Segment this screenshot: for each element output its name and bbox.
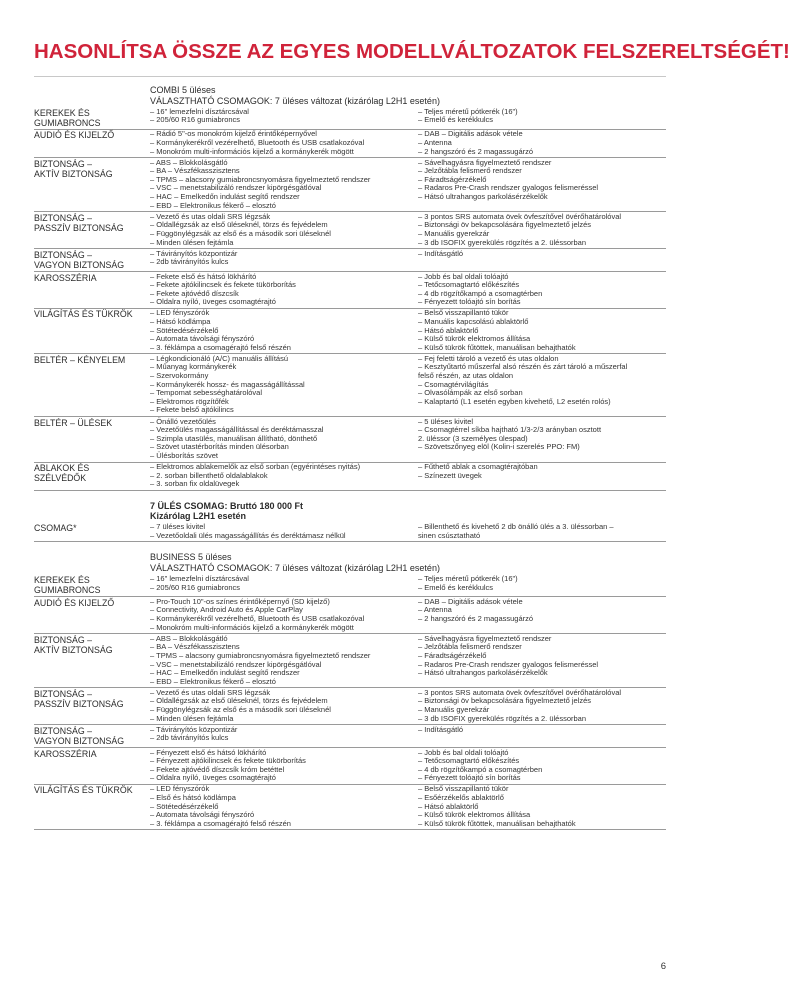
feature-item: – Szimpla utasülés, manuálisan állítható, dönthető (150, 433, 318, 443)
page-title: HASONLÍTSA ÖSSZE AZ EGYES MODELLVÁLTOZATOK FELSZERELTSÉGÉT! (34, 40, 790, 63)
feature-item: – Radaros Pre-Crash rendszer gyalogos felismeréssel (418, 659, 599, 669)
feature-item: – 3 pontos SRS automata övek övfeszítővel övérőhatárolóval (418, 687, 622, 697)
right-feature-list (418, 635, 666, 687)
feature-item: – 4 db rögzítőkampó a csomagtérben (418, 288, 543, 298)
feature-item: – BA – Vészfékasszisztens (150, 642, 240, 652)
left-feature-list (150, 523, 418, 540)
feature-item: – Elektromos ablakemelők az első sorban (egyérintéses nyitás) (150, 462, 361, 471)
feature-item: – Tetőcsomagtartó előkészítés (418, 756, 520, 766)
feature-item: – Pro-Touch 10"-os színes érintőképernyő (SD kijelző) (150, 596, 330, 606)
section-heading-subtitle: Kizárólag L2H1 esetén (150, 511, 247, 522)
feature-item: – Sávelhagyásra figyelmeztető rendszer (418, 633, 552, 643)
right-feature-list (418, 130, 666, 156)
feature-item: – Függönylégzsák az első és a második sori üléseknél (150, 228, 331, 238)
left-feature-list (150, 213, 418, 247)
feature-item: – Vezető és utas oldali SRS légzsák (150, 687, 271, 697)
feature-item: – Billenthető és kivehető 2 db önálló ülés a 3. üléssorban – sinen csúsztatható (418, 522, 614, 540)
feature-item: – Fej feletti tároló a vezető és utas oldalon (418, 353, 559, 363)
feature-item: – Távirányítós központizár (150, 724, 238, 734)
feature-item: – Függönylégzsák az első és a második sori üléseknél (150, 705, 331, 714)
feature-item: – Olvasólámpák az első sorban (418, 388, 523, 398)
right-feature-list (418, 785, 666, 828)
right-feature-list (418, 273, 666, 307)
feature-item: – Fekete ajtóvédő díszcsík (150, 288, 239, 298)
feature-item: – 205/60 R16 gumiabroncs (150, 582, 241, 592)
feature-item: – Oldalra nyíló, üveges csomagtérajtó (150, 773, 276, 783)
right-feature-list (418, 598, 666, 632)
feature-item: – Fekete ajtókilincsek és fekete tükörborítás (150, 280, 296, 290)
left-feature-list (150, 749, 418, 783)
feature-item: – 3. féklámpa a csomagérajtó felső részén (150, 342, 291, 352)
section-heading-title: 7 ÜLÉS CSOMAG: Bruttó 180 000 Ft (150, 500, 304, 511)
feature-item: – 4 db rögzítőkampó a csomagtérben (418, 764, 543, 774)
feature-item: – Monokróm multi-információs kijelző a kormánykerék mögött (150, 146, 354, 156)
feature-row (34, 725, 666, 748)
feature-row (34, 354, 666, 417)
feature-item: – Kalaptartó (L1 esetén egyben kivehető, L2 esetén rolós) (418, 396, 611, 406)
feature-item: – Sötétedésérzékelő (150, 325, 219, 335)
left-feature-list (150, 418, 418, 461)
feature-item: – 16" lemezfelni dísztárcsával (150, 106, 249, 116)
section-gap (34, 491, 666, 501)
feature-category: AUDIÓ ÉS KIJELZŐ (34, 597, 115, 608)
feature-item: – Fáradtságérzékelő (418, 174, 487, 184)
feature-item: – Kormánykerékről vezérelhető, Bluetooth és USB csatlakozóval (150, 614, 365, 624)
feature-item: – Szövet utastérborítás minden ülésorban (150, 442, 289, 452)
feature-category: ABLAKOK ÉS SZÉLVÉDŐK (34, 463, 90, 484)
feature-row (34, 158, 666, 212)
feature-item: – Hátsó ablaktörlő (418, 801, 479, 811)
feature-item: – Radaros Pre-Crash rendszer gyalogos felismeréssel (418, 183, 599, 193)
feature-item: – Connectivity, Android Auto és Apple CarPlay (150, 605, 303, 615)
feature-item: – Manuális gyerekzár (418, 228, 490, 238)
feature-item: – 16" lemezfelni dísztárcsával (150, 573, 249, 583)
feature-item: – Szervokormány (150, 371, 209, 381)
feature-item: – Fényezett első és hátsó lökhárító (150, 747, 267, 757)
left-feature-list (150, 273, 418, 307)
feature-item: – Antenna (418, 605, 452, 615)
feature-item: – Oldallégzsák az első üléseknél, törzs és fejvédelem (150, 220, 328, 230)
left-feature-list (150, 108, 418, 128)
feature-item: – Ülésborítás szövet (150, 450, 218, 460)
feature-category: KEREKEK ÉS GUMIABRONCS (34, 574, 101, 596)
left-feature-list (150, 463, 418, 489)
feature-category: KEREKEK ÉS GUMIABRONCS (34, 107, 101, 128)
feature-item: – Indításgátló (418, 248, 464, 258)
feature-item: – HAC – Emelkedőn indulást segítő rendszer (150, 668, 300, 678)
feature-row (34, 130, 666, 158)
feature-category: KAROSSZÉRIA (34, 272, 97, 283)
feature-row (34, 463, 666, 491)
feature-item: – ABS – Blokkolásgátló (150, 633, 228, 643)
feature-row (34, 272, 666, 309)
page-number: 6 (660, 961, 666, 972)
feature-category: CSOMAG* (34, 523, 77, 534)
left-feature-list (150, 130, 418, 156)
feature-item: – TPMS – alacsony gumiabroncsnyomásra figyelmeztető rendszer (150, 174, 371, 184)
feature-item: – Biztonsági öv bekapcsolására figyelmeztető jelzés (418, 696, 592, 706)
left-feature-list (150, 309, 418, 352)
left-feature-list (150, 250, 418, 270)
feature-item: – Színezett üvegek (418, 470, 482, 480)
right-feature-list (418, 749, 666, 783)
left-feature-list (150, 355, 418, 415)
feature-item: – Automata távolsági fényszóró (150, 810, 255, 820)
feature-row (34, 748, 666, 785)
feature-item: – LED fényszórók (150, 784, 210, 794)
section-heading (34, 501, 666, 522)
feature-item: – EBD – Elektronikus fékerő – elosztó (150, 200, 276, 210)
feature-item: – DAB – Digitális adások vétele (418, 596, 523, 606)
feature-item: – Jelzőtábla felismerő rendszer (418, 166, 522, 176)
feature-item: – Sötétedésérzékelő (150, 801, 219, 811)
feature-item: – 3 db ISOFIX gyerekülés rögzítés a 2. üléssorban (418, 713, 587, 723)
feature-item: – Sávelhagyásra figyelmeztető rendszer (418, 157, 552, 167)
feature-item: – Csomagtérvilágítás (418, 379, 489, 389)
feature-category: BIZTONSÁG – PASSZÍV BIZTONSÁG (34, 688, 124, 710)
feature-item: – 2. sorban billenthető oldalablakok (150, 470, 268, 480)
feature-row (34, 597, 666, 634)
feature-item: – Fáradtságérzékelő (418, 650, 487, 660)
feature-item: – Légkondicionáló (A/C) manuális állítású (150, 353, 288, 363)
feature-item: – Fényezett ajtókilincsek és fekete tükörborítás (150, 756, 306, 766)
feature-row (34, 523, 666, 543)
feature-item: – Vezetőülés magasságállítással és deréktámasszal (150, 425, 324, 435)
left-feature-list (150, 689, 418, 723)
feature-category: VILÁGÍTÁS ÉS TÜKRÖK (34, 785, 133, 796)
left-feature-list (150, 575, 418, 595)
feature-item: – Belső visszapillantó tükör (418, 784, 509, 794)
right-feature-list (418, 418, 666, 461)
feature-item: – EBD – Elektronikus fékerő – elosztó (150, 676, 276, 686)
feature-item: – Minden ülésen fejtámla (150, 237, 234, 247)
feature-row (34, 417, 666, 462)
feature-row (34, 212, 666, 249)
feature-item: – HAC – Emelkedőn indulást segítő rendszer (150, 192, 300, 202)
feature-item: – 7 üléses kivitel (150, 522, 206, 532)
feature-item: – Rádió 5"-os monokróm kijelző érintőképernyővel (150, 129, 317, 139)
left-feature-list (150, 726, 418, 746)
feature-item: – Hátsó ködlámpa (150, 317, 211, 326)
feature-item: – Tempomat sebességhatárolóval (150, 388, 263, 398)
right-feature-list (418, 355, 666, 415)
feature-item: – Kesztyűtartó műszerfal alsó részén és zárt tároló a műszerfal felső részén, az utas oldalon (418, 362, 628, 381)
right-feature-list (418, 689, 666, 723)
right-feature-list (418, 726, 666, 746)
feature-item: – Emelő és kerékkulcs (418, 115, 494, 125)
right-feature-list (418, 213, 666, 247)
left-feature-list (150, 598, 418, 632)
feature-item: – Vezetőoldali ülés magasságállítás és deréktámasz nélkül (150, 530, 346, 540)
feature-item: – Hátsó ultrahangos parkolásérzékelők (418, 668, 548, 678)
feature-item: – 2db távirányítós kulcs (150, 257, 229, 267)
feature-item: – Indításgátló (418, 724, 464, 734)
left-feature-list (150, 635, 418, 687)
feature-category: BIZTONSÁG – VAGYON BIZTONSÁG (34, 725, 125, 746)
feature-item: – 2 hangszóró és 2 magassugárzó (418, 614, 534, 624)
feature-row (34, 634, 666, 688)
feature-item: – Jelzőtábla felismerő rendszer (418, 642, 522, 652)
feature-item: – Kormánykerék hossz- és magasságállítással (150, 379, 305, 389)
feature-item: – Szövetszőnyeg elöl (Kolin-i szerelés PPO: FM) (418, 442, 580, 452)
comparison-content (34, 85, 666, 830)
feature-item: – Első és hátsó ködlámpa (150, 793, 236, 803)
feature-category: BELTÉR – KÉNYELEM (34, 354, 126, 365)
feature-item: – Belső visszapillantó tükör (418, 308, 509, 318)
feature-row (34, 688, 666, 725)
feature-item: – Hátsó ultrahangos parkolásérzékelők (418, 192, 548, 202)
feature-item: – 3 db ISOFIX gyerekülés rögzítés a 2. üléssorban (418, 237, 587, 247)
feature-item: – Fekete ajtóvédő díszcsík króm betéttel (150, 764, 285, 774)
feature-category: BIZTONSÁG – VAGYON BIZTONSÁG (34, 249, 125, 270)
section-heading-title: COMBI 5 üléses (150, 85, 216, 95)
feature-row (34, 574, 666, 597)
right-feature-list (418, 523, 666, 540)
feature-item: – Monokróm multi-információs kijelző a kormánykerék mögött (150, 622, 354, 632)
feature-row (34, 249, 666, 272)
feature-item: – Automata távolsági fényszóró (150, 334, 255, 344)
feature-item: – 3. sorban fix oldalüvegek (150, 479, 240, 489)
feature-item: – 2db távirányítós kulcs (150, 733, 229, 743)
feature-item: – Oldalra nyíló, üveges csomagtérajtó (150, 297, 276, 307)
feature-item: – 3 pontos SRS automata övek övfeszítővel övérőhatárolóval (418, 211, 622, 221)
section-heading-subtitle: VÁLASZTHATÓ CSOMAGOK: 7 üléses változat (kizárólag L2H1 esetén) (150, 95, 440, 106)
feature-category: BELTÉR – ÜLÉSEK (34, 417, 113, 428)
feature-item: – Minden ülésen fejtámla (150, 713, 234, 723)
feature-item: – Fényezett tolóajtó sín borítás (418, 773, 521, 783)
feature-item: – Manuális gyerekzár (418, 705, 490, 714)
feature-item: – VSC – menetstabilizáló rendszer kipörgésgátlóval (150, 183, 322, 193)
right-feature-list (418, 575, 666, 595)
feature-item: – Távirányítós központizár (150, 248, 238, 258)
right-feature-list (418, 108, 666, 128)
feature-category: AUDIÓ ÉS KIJELZŐ (34, 130, 115, 141)
feature-item: – Kormánykerékről vezérelhető, Bluetooth és USB csatlakozóval (150, 138, 365, 147)
feature-item: – Tetőcsomagtartó előkészítés (418, 280, 520, 290)
feature-item: – Külső tükrök fűtöttek, manuálisan behajthatók (418, 342, 576, 352)
feature-item: – Manuális kapcsolású ablaktörlő (418, 317, 529, 326)
feature-item: – DAB – Digitális adások vétele (418, 129, 523, 139)
feature-item: – VSC – menetstabilizáló rendszer kipörgésgátlóval (150, 659, 322, 669)
feature-category: BIZTONSÁG – PASSZÍV BIZTONSÁG (34, 212, 124, 233)
feature-item: – Antenna (418, 138, 452, 147)
feature-item: – Fényezett tolóajtó sín borítás (418, 297, 521, 307)
feature-item: – 3. féklámpa a csomagérajtó felső részén (150, 818, 291, 828)
feature-row (34, 309, 666, 354)
feature-category: VILÁGÍTÁS ÉS TÜKRÖK (34, 309, 133, 320)
left-feature-list (150, 159, 418, 211)
feature-item: – BA – Vészfékasszisztens (150, 166, 240, 176)
feature-item: – Fűthető ablak a csomagtérajtóban (418, 462, 538, 471)
feature-item: – Külső tükrök fűtöttek, manuálisan behajthatók (418, 818, 576, 828)
feature-row (34, 785, 666, 830)
section-gap (34, 542, 666, 552)
feature-row (34, 107, 666, 130)
feature-item: – 2 hangszóró és 2 magassugárzó (418, 146, 534, 156)
feature-item: – Biztonsági öv bekapcsolására figyelmeztető jelzés (418, 220, 592, 230)
right-feature-list (418, 463, 666, 489)
section-heading-subtitle: VÁLASZTHATÓ CSOMAGOK: 7 üléses változat (kizárólag L2H1 esetén) (150, 562, 440, 573)
feature-item: – 5 üléses kivitel (418, 416, 474, 426)
feature-item: – Esőérzékelős ablaktörlő (418, 793, 504, 803)
feature-item: – Teljes méretű pótkerék (16") (418, 106, 518, 116)
feature-item: – Oldallégzsák az első üléseknél, törzs és fejvédelem (150, 696, 328, 706)
right-feature-list (418, 309, 666, 352)
section-heading (34, 552, 666, 573)
feature-item: – Vezető és utas oldali SRS légzsák (150, 211, 271, 221)
left-feature-list (150, 785, 418, 828)
right-feature-list (418, 250, 666, 270)
feature-item: – Külső tükrök elektromos állítása (418, 810, 531, 820)
feature-item: – Hátsó ablaktörlő (418, 325, 479, 335)
section-heading (34, 85, 666, 106)
feature-item: – Jobb és bal oldali tolóajtó (418, 747, 509, 757)
feature-item: – Fekete belső ajtókilincs (150, 405, 234, 415)
feature-item: – ABS – Blokkolásgátló (150, 157, 228, 167)
feature-item: – Külső tükrök elektromos állítása (418, 334, 531, 344)
section-heading-title: BUSINESS 5 üléses (150, 552, 232, 563)
feature-item: – Önálló vezetőülés (150, 416, 216, 426)
feature-item: – 205/60 R16 gumiabroncs (150, 115, 241, 125)
feature-category: BIZTONSÁG – AKTÍV BIZTONSÁG (34, 158, 113, 179)
feature-item: – Teljes méretű pótkerék (16") (418, 573, 518, 583)
title-divider (34, 76, 666, 77)
feature-item: – LED fényszórók (150, 308, 210, 318)
feature-item: – Jobb és bal oldali tolóajtó (418, 271, 509, 281)
feature-item: – Emelő és kerékkulcs (418, 582, 494, 592)
feature-category: KAROSSZÉRIA (34, 748, 97, 759)
feature-item: – Fekete első és hátsó lökhárító (150, 271, 257, 281)
feature-item: – Műanyag kormánykerék (150, 362, 237, 372)
right-feature-list (418, 159, 666, 211)
feature-item: – Csomagtérrel síkba hajtható 1/3-2/3 arányban osztott 2. üléssor (3 személyes ülespad) (418, 425, 602, 443)
feature-item: – TPMS – alacsony gumiabroncsnyomásra figyelmeztető rendszer (150, 650, 371, 660)
feature-category: BIZTONSÁG – AKTÍV BIZTONSÁG (34, 634, 113, 655)
feature-item: – Elektromos rögzítőfék (150, 396, 229, 406)
